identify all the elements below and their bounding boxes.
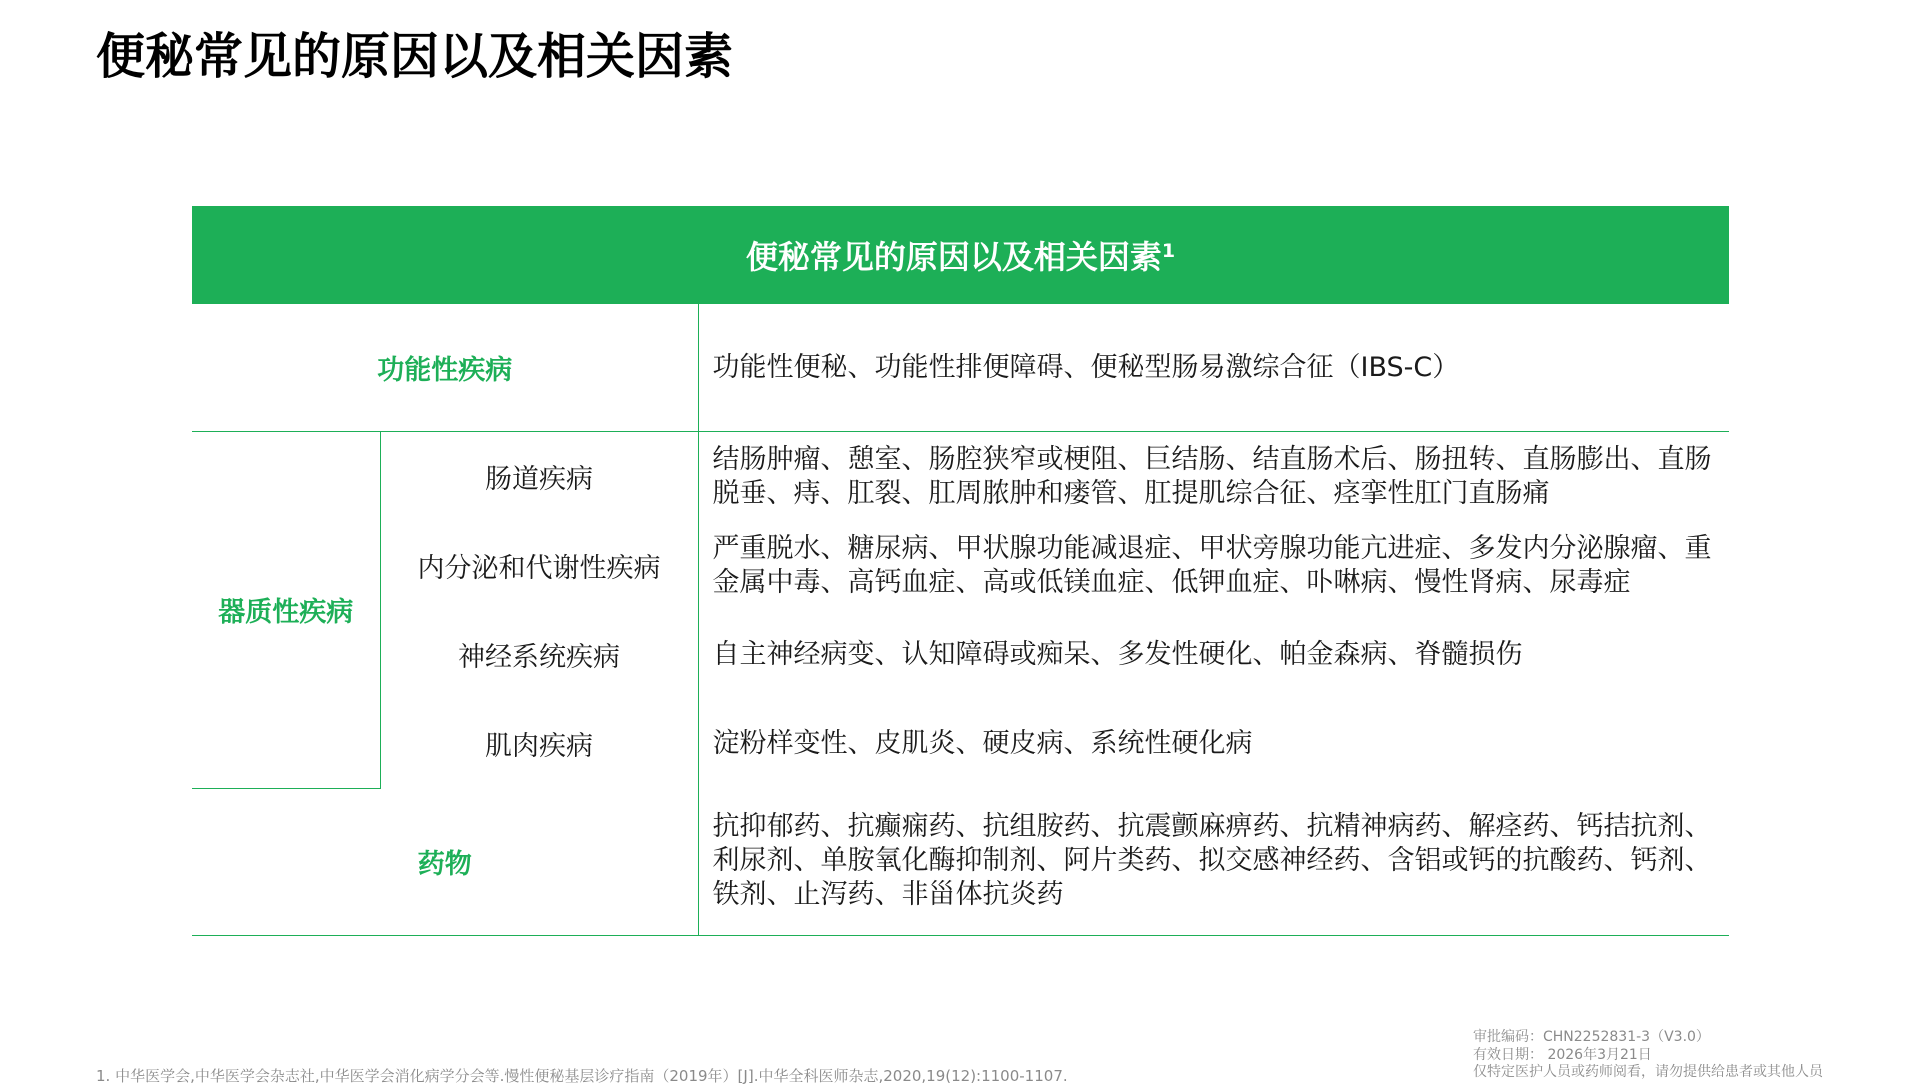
table-row-drugs — [192, 788, 1729, 935]
usage-restriction: 仅特定医护人员或药师阅看，请勿提供给患者或其他人员 — [1473, 1064, 1823, 1080]
table-row-intestinal — [192, 432, 1729, 522]
approval-code: 审批编码：CHN2252831-3（V3.0） — [1473, 1029, 1710, 1045]
table-row-functional — [192, 304, 1729, 432]
table-row-muscular — [192, 699, 1729, 788]
reference-footnote: 1. 中华医学会,中华医学会杂志社,中华医学会消化病学分会等.慢性便秘基层诊疗指南（2019年）[J].中华全科医师杂志,2020,19(12):1100-1107. — [96, 1067, 1068, 1085]
description-endocrine: 严重脱水、糖尿病、甲状腺功能减退症、甲状旁腺功能亢进症、多发内分泌腺瘤、重金属中毒、高钙血症、高或低镁血症、低钾血症、卟啉病、慢性肾病、尿毒症 — [698, 521, 1729, 610]
table-row-endocrine — [192, 521, 1729, 610]
subcategory-endocrine: 内分泌和代谢性疾病 — [417, 553, 661, 584]
description-neurological: 自主神经病变、认知障碍或痴呆、多发性硬化、帕金森病、脊髓损伤 — [698, 610, 1729, 699]
table-row-neurological — [192, 610, 1729, 699]
description-muscular: 淀粉样变性、皮肌炎、硬皮病、系统性硬化病 — [698, 699, 1729, 788]
category-organic: 器质性疾病 — [192, 432, 380, 789]
approval-info — [1473, 1029, 1823, 1082]
cause-table-body — [192, 304, 1729, 936]
category-drugs: 药物 — [192, 788, 698, 935]
description-intestinal: 结肠肿瘤、憩室、肠腔狭窄或梗阻、巨结肠、结直肠术后、肠扭转、直肠膨出、直肠脱垂、痔、肛裂、肛周脓肿和瘘管、肛提肌综合征、痉挛性肛门直肠痛 — [698, 432, 1729, 522]
description-drugs: 抗抑郁药、抗癫痫药、抗组胺药、抗震颤麻痹药、抗精神病药、解痉药、钙拮抗剂、利尿剂、单胺氧化酶抑制剂、阿片类药、拟交感神经药、含铝或钙的抗酸药、钙剂、铁剂、止泻药、非甾体抗炎药 — [698, 788, 1729, 935]
table-header-title: 便秘常见的原因以及相关因素 — [745, 238, 1162, 276]
validity-date: 有效日期： 2026年3月21日 — [1473, 1046, 1652, 1063]
description-functional: 功能性便秘、功能性排便障碍、便秘型肠易激综合征（IBS-C） — [698, 304, 1729, 432]
page-title: 便秘常见的原因以及相关因素 — [96, 28, 734, 85]
table-header-footnote-ref: 1 — [1161, 240, 1176, 262]
causes-table — [192, 206, 1729, 936]
table-header — [192, 206, 1729, 304]
category-functional: 功能性疾病 — [192, 304, 698, 432]
subcategory-neurological: 神经系统疾病 — [458, 642, 620, 673]
subcategory-muscular: 肌肉疾病 — [485, 731, 593, 762]
subcategory-intestinal: 肠道疾病 — [485, 464, 593, 495]
